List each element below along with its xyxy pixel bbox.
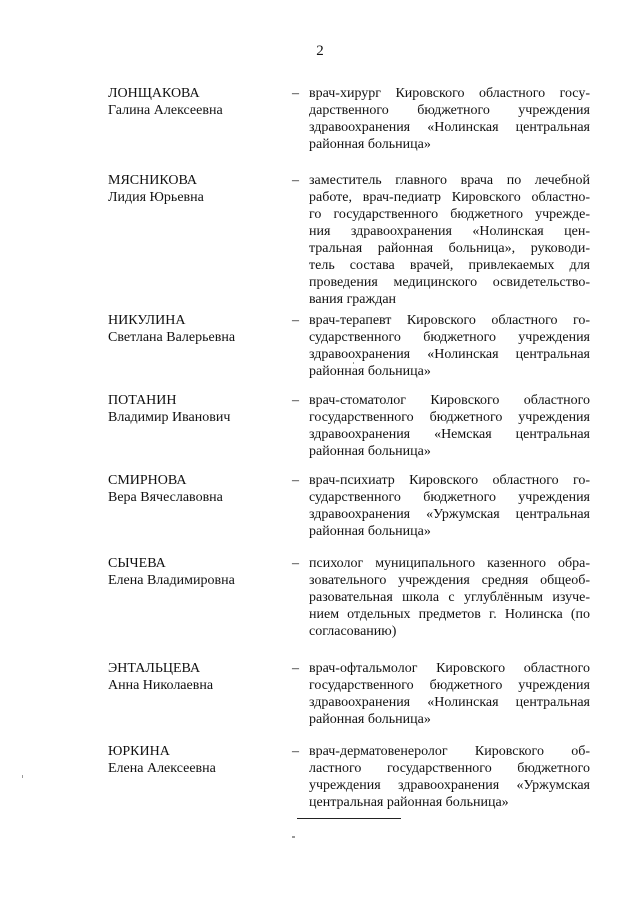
position-line: государственного бюджетного учреждения [309,678,590,693]
position-line: разовательная школа с углублённым изуче- [309,590,590,605]
member-position [309,472,590,540]
member-given-names: Владимир Иванович [108,410,231,425]
position-line: сударственного бюджетного учреждения [309,490,590,505]
position-line: здравоохранения «Уржумская центральная [309,507,590,522]
dash-separator: – [292,556,299,571]
dash-separator: – [292,744,299,759]
dash-separator: – [292,661,299,676]
member-position [309,85,590,153]
member-name [108,312,288,346]
position-line: психолог муниципального казенного обра- [309,556,590,571]
position-line: центральная районная больница» [309,795,509,810]
member-given-names: Светлана Валерьевна [108,330,236,345]
position-line: ластного государственного бюджетного [309,761,590,776]
position-line: го государственного бюджетного учрежде- [309,207,590,222]
position-line: государственного бюджетного учреждения [309,410,590,425]
member-given-names: Елена Алексеевна [108,761,216,776]
member-surname: ЛОНЩАКОВА [108,86,200,101]
position-line: здравоохранения «Немская центральная [309,427,590,442]
position-line: нием отдельных предметов г. Нолинска (по [309,607,590,622]
scan-speck [292,836,295,838]
position-line: ния здравоохранения «Нолинская цен- [309,224,590,239]
position-line: районная больница» [309,364,431,379]
position-line: врач-психиатр Кировского областного го- [309,473,590,488]
position-line: заместитель главного врача по лечебной [309,173,590,188]
position-line: здравоохранения «Нолинская центральная [309,695,590,710]
member-position [309,172,590,308]
member-surname: МЯСНИКОВА [108,173,198,188]
position-line: здравоохранения «Нолинская центральная [309,347,590,362]
position-line: тральная районная больница», руководи- [309,241,590,256]
position-line: согласованию) [309,624,397,639]
position-line: районная больница» [309,712,431,727]
member-surname: ПОТАНИН [108,393,177,408]
position-line: вания граждан [309,292,397,307]
position-line: врач-офтальмолог Кировского областного [309,661,590,676]
scan-speck [22,775,23,778]
member-surname: НИКУЛИНА [108,313,186,328]
dash-separator: – [292,393,299,408]
member-name [108,743,288,777]
member-name [108,392,288,426]
position-line: зовательного учреждения средняя общеоб- [309,573,590,588]
member-given-names: Галина Алексеевна [108,103,223,118]
dash-separator: – [292,173,299,188]
member-surname: ЭНТАЛЬЦЕВА [108,661,201,676]
page-number: 2 [316,43,324,59]
member-name [108,660,288,694]
member-given-names: Анна Николаевна [108,678,214,693]
member-given-names: Вера Вячеславовна [108,490,223,505]
position-line: районная больница» [309,137,431,152]
member-surname: СЫЧЕВА [108,556,166,571]
dash-separator: – [292,313,299,328]
position-line: врач-хирург Кировского областного госу- [309,86,590,101]
position-line: тель состава врачей, привлекаемых для [309,258,590,273]
position-line: врач-терапевт Кировского областного го- [309,313,590,328]
position-line: врач-дерматовенеролог Кировского об- [309,744,590,759]
member-position [309,312,590,380]
dash-separator: – [292,473,299,488]
position-line: сударственного бюджетного учреждения [309,330,590,345]
member-position [309,743,590,811]
member-surname: ЮРКИНА [108,744,170,759]
member-surname: СМИРНОВА [108,473,187,488]
member-name [108,85,288,119]
position-line: учреждения здравоохранения «Уржумская [309,778,590,793]
position-line: работе, врач-педиатр Кировского областно- [309,190,590,205]
member-position [309,555,590,640]
member-given-names: Елена Владимировна [108,573,235,588]
member-name [108,555,288,589]
member-name [108,472,288,506]
position-line: районная больница» [309,444,431,459]
scan-speck [353,362,354,364]
dash-separator: – [292,86,299,101]
position-line: проведения медицинского освидетельство- [309,275,590,290]
member-position [309,392,590,460]
position-line: дарственного бюджетного учреждения [309,103,590,118]
position-line: районная больница» [309,524,431,539]
position-line: здравоохранения «Нолинская центральная [309,120,590,135]
end-rule [297,818,401,819]
member-name [108,172,288,206]
position-line: врач-стоматолог Кировского областного [309,393,590,408]
member-given-names: Лидия Юрьевна [108,190,204,205]
member-position [309,660,590,728]
